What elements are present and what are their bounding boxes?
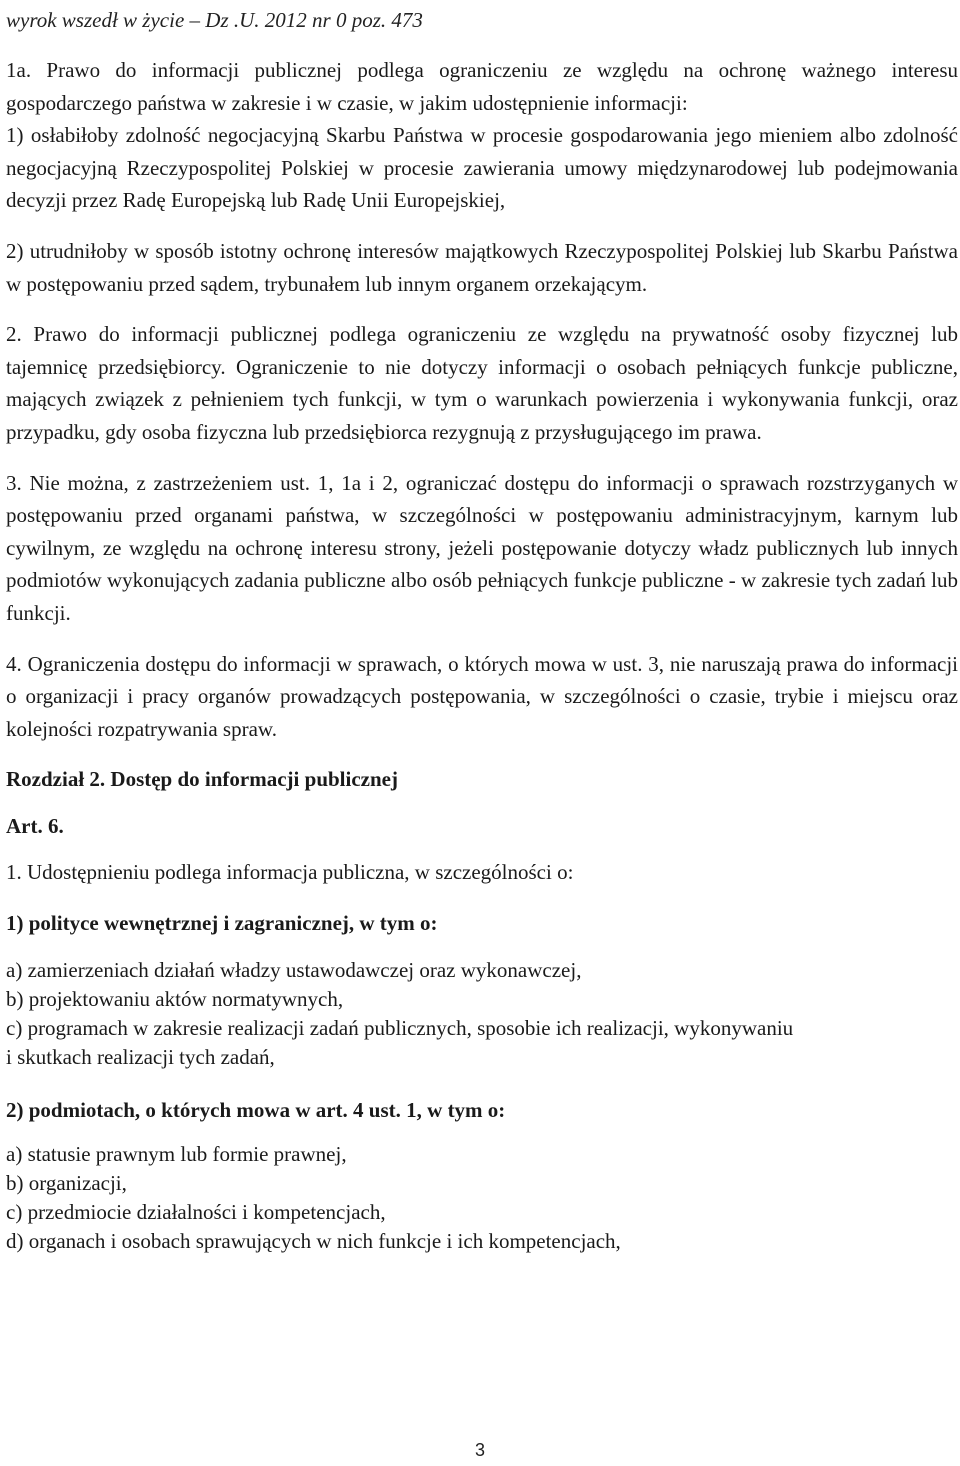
chapter-title: Rozdział 2. Dostęp do informacji publicznej xyxy=(6,767,398,792)
paragraph-3: 3. Nie można, z zastrzeżeniem ust. 1, 1a i 2, ograniczać dostępu do informacji o sprawach rozstrzyganych w postępowaniu przed organami państwa, w szczególności w postępowaniu administracyjnym, karnym lub cywilnym, ze względu na ochronę interesu strony, jeżeli postępowanie dotyczy władz publicznych lub innych podmiotów wykonujących zadania publiczne albo osób pełniących funkcje publiczne - w zakresie tych zadań lub funkcji. xyxy=(6,470,958,625)
art6-item-2-title: 2) podmiotach, o których mowa w art. 4 ust. 1, w tym o: xyxy=(6,1097,506,1122)
paragraph-1a-point-2: 2) utrudniłoby w sposób istotny ochronę interesów majątkowych Rzeczypospolitej Polskiej lub Skarbu Państwa w postępowaniu przed sądem, trybunałem lub innym organem orzekającym. xyxy=(6,238,958,296)
paragraph-1a-point-1: 1) osłabiłoby zdolność negocjacyjną Skarbu Państwa w procesie gospodarowania jego mieniem albo zdolność negocjacyjną Rzeczypospolitej Polskiej w procesie zawierania umowy międzynarodowej lub podejmowania decyzji przez Radę Europejską lub Radę Unii Europejskiej, xyxy=(6,123,958,213)
art6-intro: 1. Udostępnieniu podlega informacja publiczna, w szczególności o: xyxy=(6,860,574,885)
list-item: a) statusie prawnym lub formie prawnej, xyxy=(6,1142,347,1167)
list-item: b) organizacji, xyxy=(6,1171,127,1196)
paragraph-2: 2. Prawo do informacji publicznej podlega ograniczeniu ze względu na prywatność osoby fizycznej lub tajemnicę przedsiębiorcy. Ograniczenie to nie dotyczy informacji o osobach pełniących funkcje publiczne, mających związek z pełnieniem tych funkcji, w tym o warunkach powierzenia i wykonywania funkcji, oraz przypadku, gdy osoba fizyczna lub przedsiębiorca rezygnują z przysługującego im prawa. xyxy=(6,322,958,444)
page-number: 3 xyxy=(474,1440,485,1460)
list-item-continuation: i skutkach realizacji tych zadań, xyxy=(6,1044,275,1069)
list-item: b) projektowaniu aktów normatywnych, xyxy=(6,986,344,1011)
list-item: c) programach w zakresie realizacji zadań publicznych, sposobie ich realizacji, wykonywaniu xyxy=(6,1015,794,1040)
list-item: a) zamierzeniach działań władzy ustawodawczej oraz wykonawczej, xyxy=(6,957,582,982)
art6-item-2-list xyxy=(6,1140,958,1256)
list-item: c) przedmiocie działalności i kompetencjach, xyxy=(6,1200,386,1225)
paragraph-4: 4. Ograniczenia dostępu do informacji w sprawach, o których mowa w ust. 3, nie naruszają prawa do informacji o organizacji i pracy organów prowadzących postępowania, w szczególności o czasie, trybie i miejscu oraz kolejności rozpatrywania spraw. xyxy=(6,651,958,741)
list-item: d) organach i osobach sprawujących w nich funkcje i ich kompetencjach, xyxy=(6,1229,621,1254)
article-title: Art. 6. xyxy=(6,813,64,838)
art6-item-1-title: 1) polityce wewnętrznej i zagranicznej, w tym o: xyxy=(6,911,438,936)
art6-item-1-list xyxy=(6,956,958,1072)
page-header: wyrok wszedł w życie – Dz .U. 2012 nr 0 poz. 473 xyxy=(6,8,423,32)
paragraph-1a-intro: 1a. Prawo do informacji publicznej podlega ograniczeniu ze względu na ochronę ważnego interesu gospodarczego państwa w zakresie i w czasie, w jakim udostępnienie informacji: xyxy=(6,58,958,115)
document-page xyxy=(6,0,958,1256)
